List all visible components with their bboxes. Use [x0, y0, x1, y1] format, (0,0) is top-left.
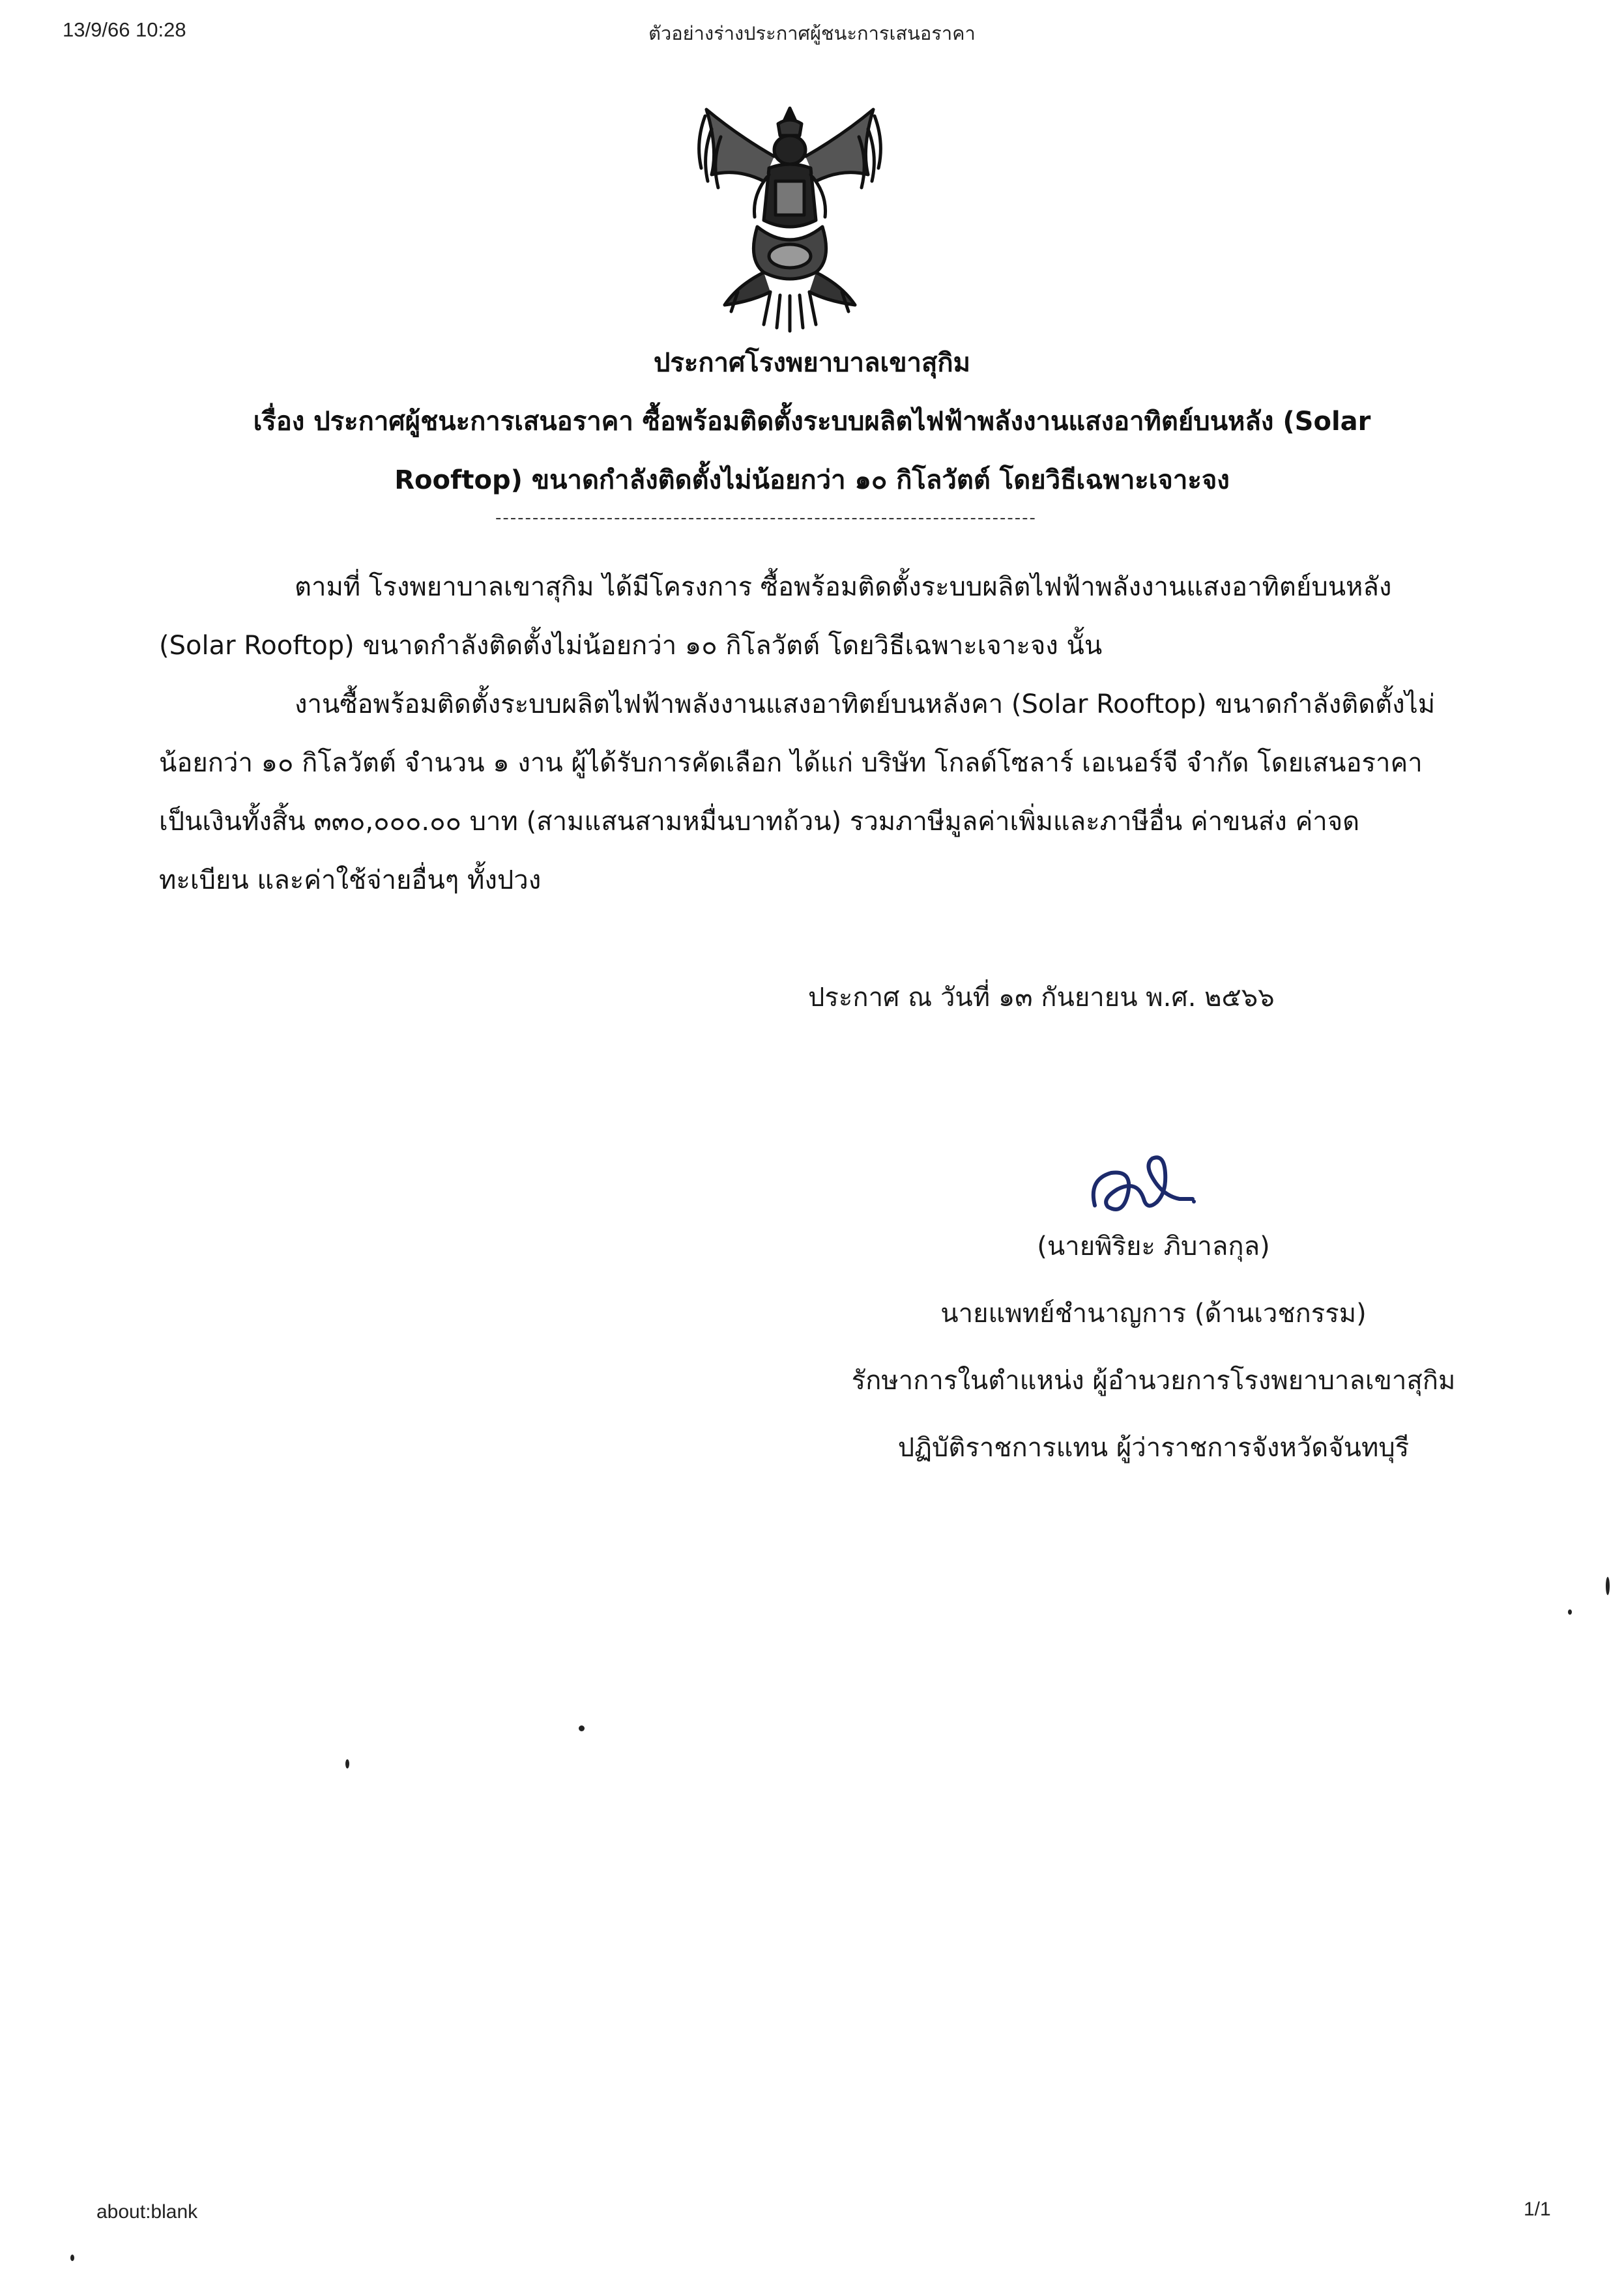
- title-subject-line-1: เรื่อง ประกาศผู้ชนะการเสนอราคา ซื้อพร้อมติดตั้งระบบผลิตไฟฟ้าพลังงานแสงอาทิตย์บนหลัง (Solar: [253, 407, 1371, 437]
- paragraph2-line-4: ทะเบียน และค่าใช้จ่ายอื่นๆ ทั้งปวง: [159, 865, 542, 895]
- paragraph2-line-3: เป็นเงินทั้งสิ้น ๓๓๐,๐๐๐.๐๐ บาท (สามแสนสามหมื่นบาทถ้วน) รวมภาษีมูลค่าเพิ่มและภาษีอื่น ค่าขนส่ง ค่าจด: [159, 807, 1360, 837]
- announcement-date: ประกาศ ณ วันที่ ๑๓ กันยายน พ.ศ. ๒๕๖๖: [808, 983, 1275, 1013]
- garuda-emblem-icon: [692, 96, 888, 338]
- print-page-title: ตัวอย่างร่างประกาศผู้ชนะการเสนอราคา: [648, 22, 976, 44]
- signatory-acting-role: รักษาการในตำแหน่ง ผู้อำนวยการโรงพยาบาลเขาสุกิม: [851, 1366, 1456, 1396]
- signatory-block: [782, 1213, 1525, 1482]
- signatory-name: (นายพิริยะ ภิบาลกุล): [1037, 1232, 1270, 1262]
- paragraph1-line-1: ตามที่ โรงพยาบาลเขาสุกิม ได้มีโครงการ ซื้อพร้อมติดตั้งระบบผลิตไฟฟ้าพลังงานแสงอาทิตย์บนหลัง: [295, 572, 1392, 602]
- announcement-title: [130, 334, 1494, 510]
- paragraph1-line-2: (Solar Rooftop) ขนาดกำลังติดตั้งไม่น้อยกว่า ๑๐ กิโลวัตต์ โดยวิธีเฉพาะเจาะจง นั้น: [159, 631, 1103, 661]
- print-url: about:blank: [96, 2201, 198, 2223]
- scan-speck: [1606, 1577, 1610, 1595]
- separator-text: -------------------------------------------------------------------------: [495, 508, 1037, 528]
- print-page-number: 1/1: [1524, 2199, 1551, 2220]
- scan-speck: [1568, 1609, 1572, 1615]
- scan-speck: [345, 1759, 349, 1768]
- paragraph2-line-1: งานซื้อพร้อมติดตั้งระบบผลิตไฟฟ้าพลังงานแสงอาทิตย์บนหลังคา (Solar Rooftop) ขนาดกำลังติดตั้งไม่: [295, 689, 1436, 719]
- title-subject-line-2: Rooftop) ขนาดกำลังติดตั้งไม่น้อยกว่า ๑๐ กิโลวัตต์ โดยวิธีเฉพาะเจาะจง: [394, 465, 1230, 495]
- announcement-body: [159, 558, 1462, 949]
- signatory-position: นายแพทย์ชำนาญการ (ด้านเวชกรรม): [940, 1299, 1367, 1329]
- scan-speck: [579, 1725, 585, 1731]
- signatory-on-behalf: ปฏิบัติราชการแทน ผู้ว่าราชการจังหวัดจันทบุรี: [897, 1433, 1410, 1463]
- scan-speck: [70, 2255, 74, 2261]
- print-datetime: 13/9/66 10:28: [63, 18, 186, 41]
- title-issuer: ประกาศโรงพยาบาลเขาสุกิม: [653, 348, 971, 378]
- paragraph2-line-2: น้อยกว่า ๑๐ กิโลวัตต์ จำนวน ๑ งาน ผู้ได้รับการคัดเลือก ได้แก่ บริษัท โกลด์โซลาร์ เอเนอร์จี จำกัด โดยเสนอราคา: [159, 748, 1423, 778]
